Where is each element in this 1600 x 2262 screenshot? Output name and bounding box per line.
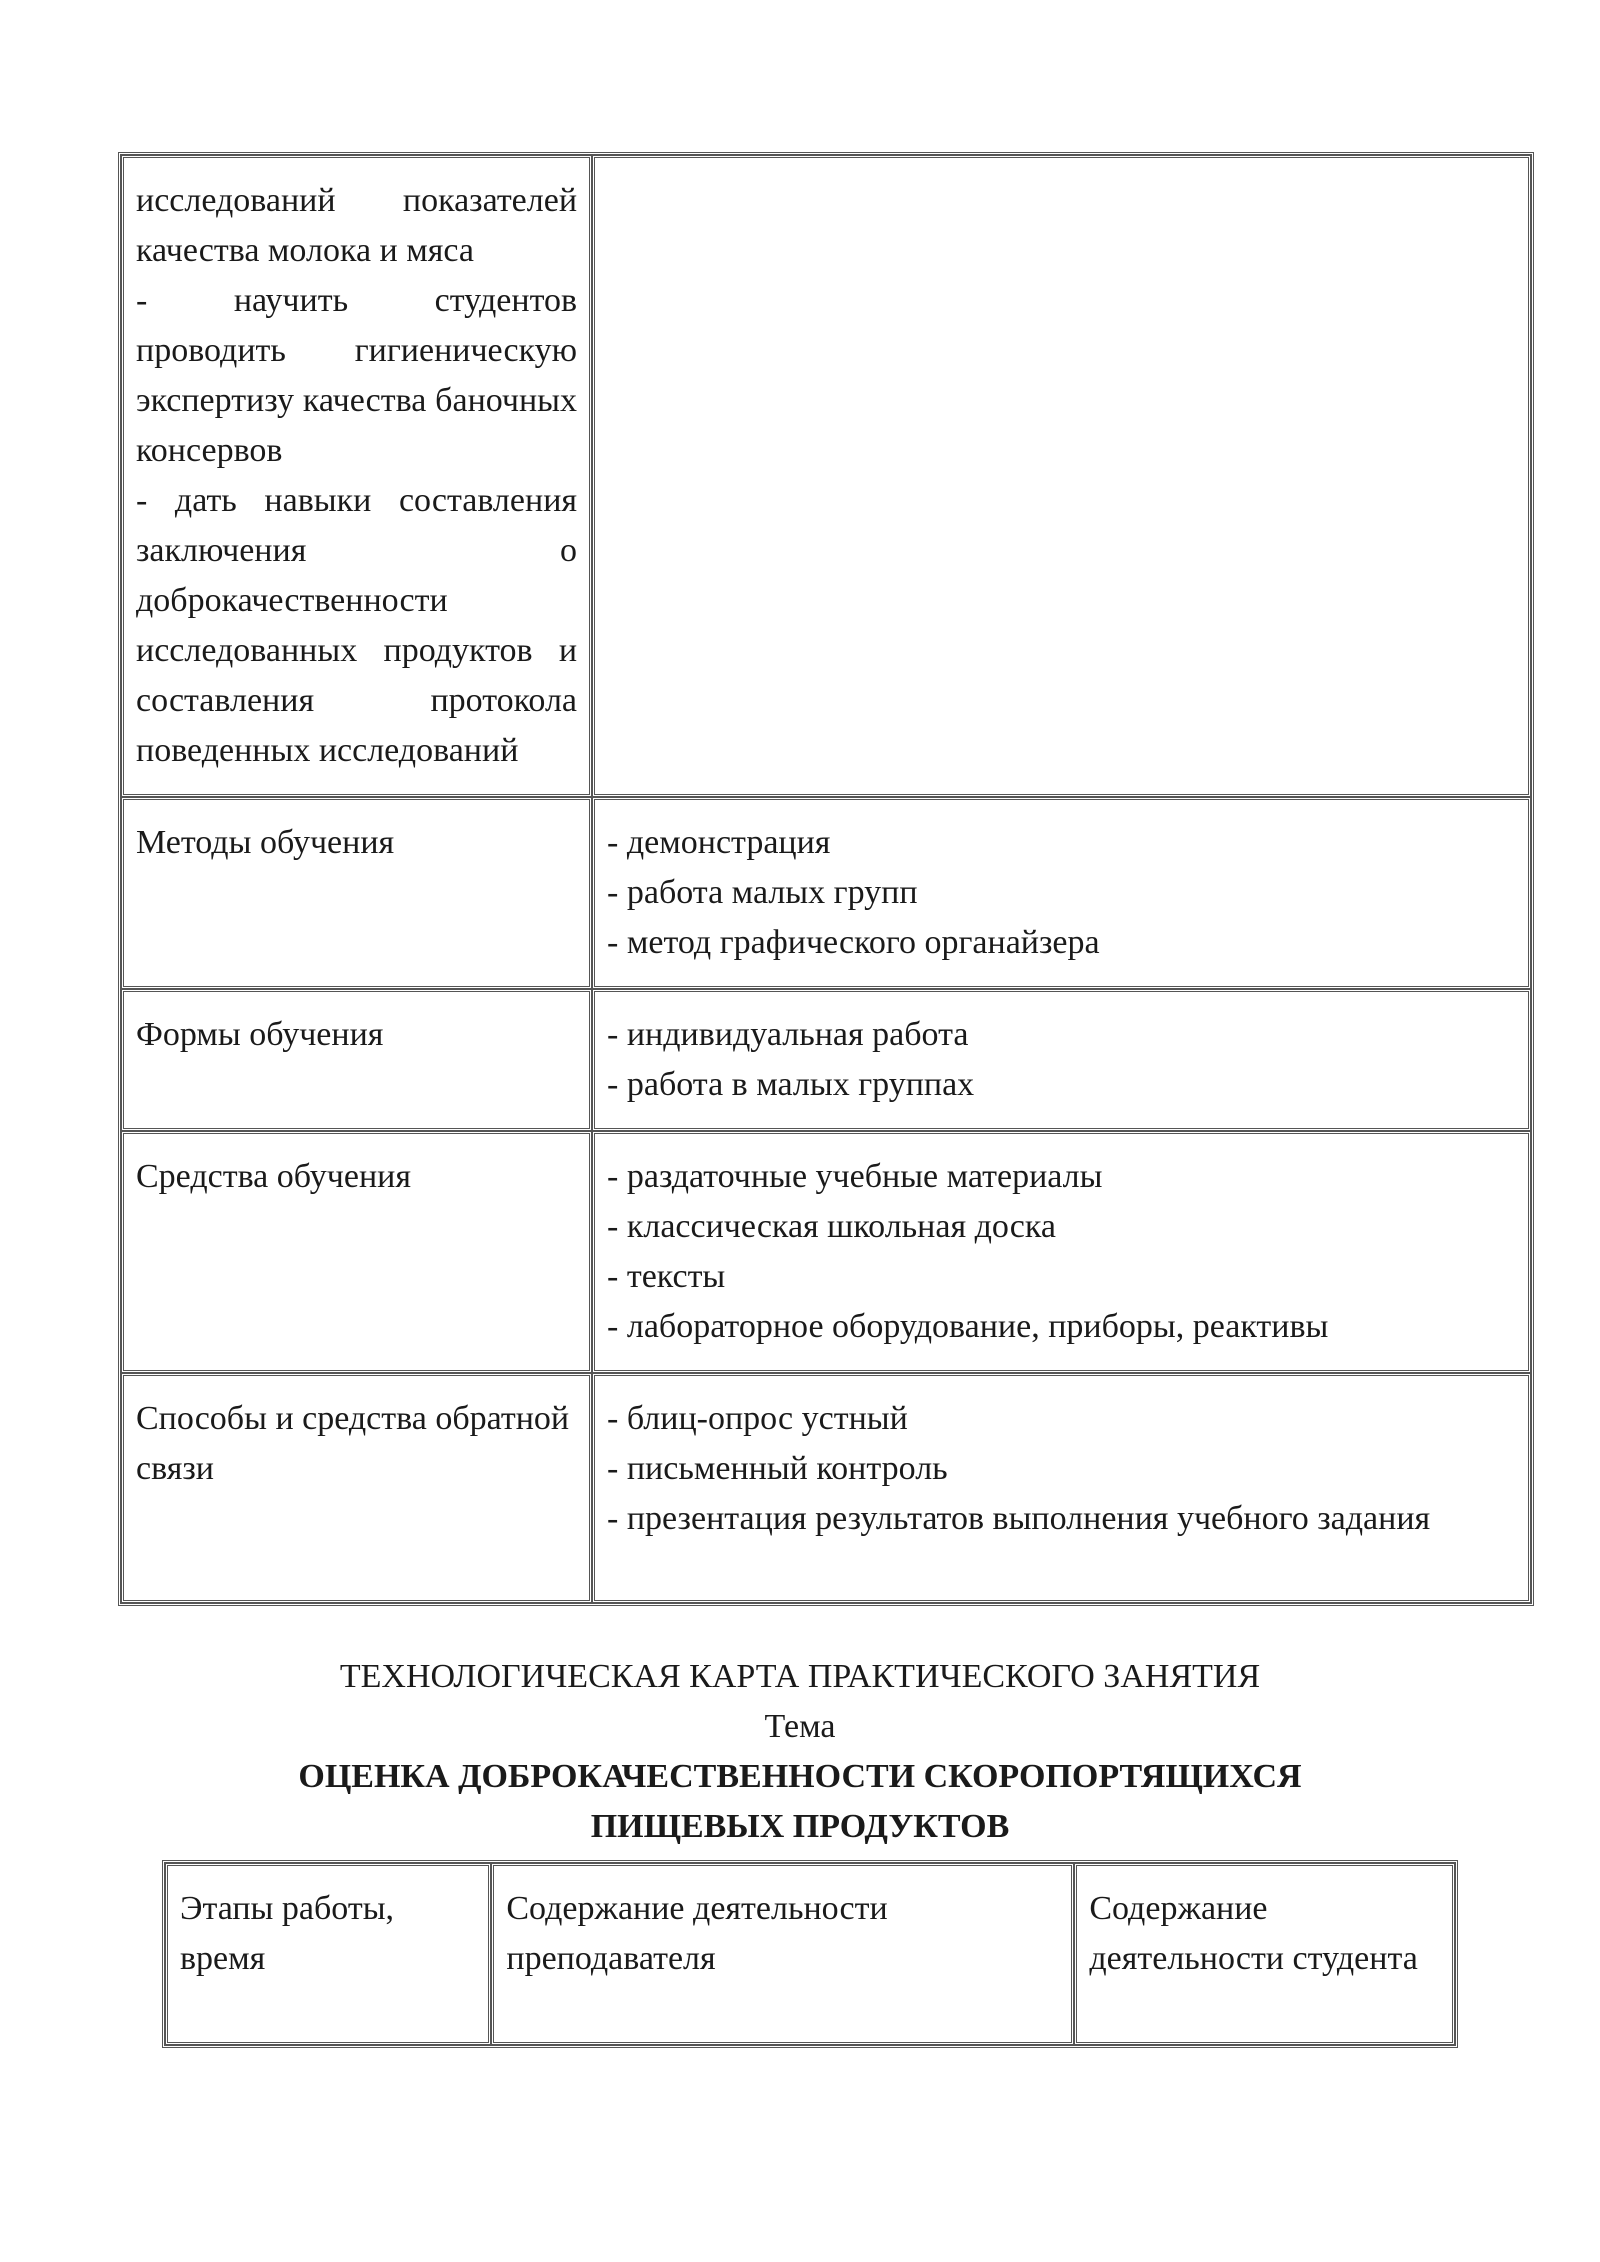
list-item: - работа малых групп xyxy=(607,874,918,911)
header-stages: Этапы работы, время xyxy=(165,1863,491,2045)
theme-title-line-2: ПИЩЕВЫХ ПРОДУКТОВ xyxy=(590,1808,1010,1845)
row-label: Средства обучения xyxy=(121,1131,592,1373)
learning-methods-table xyxy=(118,152,1534,1606)
list-item: - блиц-опрос устный xyxy=(607,1400,908,1437)
header-student-activity: Содержание деятельности студента xyxy=(1074,1863,1455,2045)
table-header-row xyxy=(165,1863,1455,2045)
section-title: ТЕХНОЛОГИЧЕСКАЯ КАРТА ПРАКТИЧЕСКОГО ЗАНЯТИЯ xyxy=(339,1658,1261,1695)
list-item: - индивидуальная работа xyxy=(607,1016,969,1053)
row-values xyxy=(592,989,1531,1131)
row-label: Способы и средства обратной связи xyxy=(121,1373,592,1603)
row-values xyxy=(592,1373,1531,1603)
row-label: Формы обучения xyxy=(121,989,592,1131)
table-row xyxy=(121,155,1531,797)
table-row xyxy=(121,1131,1531,1373)
list-item: - письменный контроль xyxy=(607,1450,948,1487)
list-item: - раздаточные учебные материалы xyxy=(607,1158,1103,1195)
row-values xyxy=(592,155,1531,797)
objectives-cell: исследований показателей качества молока и мяса - научить студентов проводить гигиеническую экспертизу качества баночных консервов - дать навыки составления заключения о доброкачественности исследованных продуктов и составления протокола поведенных исследований xyxy=(121,155,592,797)
list-item: - работа в малых группах xyxy=(607,1066,975,1103)
table-row xyxy=(121,797,1531,989)
row-values xyxy=(592,1131,1531,1373)
theme-label: Тема xyxy=(764,1708,836,1745)
list-item: - классическая школьная доска xyxy=(607,1208,1056,1245)
row-label: Методы обучения xyxy=(121,797,592,989)
list-item: - тексты xyxy=(607,1258,726,1295)
list-item: - лабораторное оборудование, приборы, реактивы xyxy=(607,1308,1329,1345)
table-row xyxy=(121,989,1531,1131)
theme-title-line-1: ОЦЕНКА ДОБРОКАЧЕСТВЕННОСТИ СКОРОПОРТЯЩИХСЯ xyxy=(298,1758,1302,1795)
list-item: - метод графического органайзера xyxy=(607,924,1100,961)
table-row xyxy=(121,1373,1531,1603)
header-teacher-activity: Содержание деятельности преподавателя xyxy=(491,1863,1074,2045)
list-item: - презентация результатов выполнения учебного задания xyxy=(607,1500,1431,1537)
list-item: - демонстрация xyxy=(607,824,831,861)
tech-map-table xyxy=(162,1860,1458,2048)
row-values xyxy=(592,797,1531,989)
